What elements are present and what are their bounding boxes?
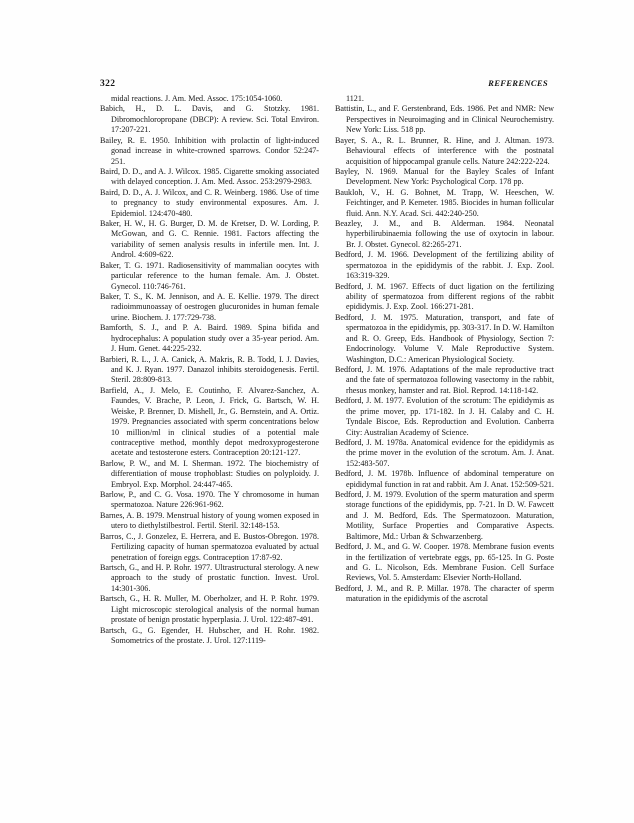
right-column xyxy=(335,94,554,646)
reference-entry: Bayley, N. 1969. Manual for the Bayley Scales of Infant Development. New York: Psychological Corp. 178 pp. xyxy=(335,166,554,187)
reference-entry: Baker, H. W., H. G. Burger, D. M. de Kretser, D. W. Lording, P. McGowan, and G. C. Rennie. 1981. Factors affecting the variability of semen analysis results in infertile men. Int. J. Androl. 4:609-622. xyxy=(100,219,319,260)
left-column xyxy=(100,94,319,646)
reference-columns xyxy=(100,94,554,646)
reference-entry: Baker, T. S., K. M. Jennison, and A. E. Kellie. 1979. The direct radioimmunoassay of oestrogen glucuronides in human female urine. Biochem. J. 177:729-738. xyxy=(100,292,319,322)
reference-entry: Bedford, J. M. 1978a. Anatomical evidence for the epididymis as the prime mover in the evolution of the scrotum. Am. J. Anat. 152:483-507. xyxy=(335,437,554,468)
reference-entry: Bedford, J. M. 1967. Effects of duct ligation on the fertilizing ability of spermatozoa from different regions of the rabbit epididymis. J. Exp. Zool. 166:271-281. xyxy=(335,281,554,312)
reference-entry: Bedford, J. M. 1976. Adaptations of the male reproductive tract and the fate of spermatozoa following vasectomy in the rabbit, rhesus monkey, hamster and rat. Biol. Reprod. 14:118-142. xyxy=(335,364,554,395)
reference-entry: Baird, D. D., and A. J. Wilcox. 1985. Cigarette smoking associated with delayed conception. J. Am. Med. Assoc. 253:2979-2983. xyxy=(100,166,319,187)
reference-entry: Babich, H., D. L. Davis, and G. Stotzky. 1981. Dibromochloropropane (DBCP): A review. Sci. Total Environ. 17:207-221. xyxy=(100,104,319,135)
running-head-title: REFERENCES xyxy=(488,78,548,88)
reference-entry: Bartsch, G., H. R. Muller, M. Oberholzer, and H. P. Rohr. 1979. Light microscopic sterological analysis of the normal human prostate of benign prostatic hyperplasia. J. Urol. 122:487-491. xyxy=(100,594,319,625)
reference-entry: Bartsch, G., and H. P. Rohr. 1977. Ultrastructural sterology. A new approach to the study of prostatic function. Invest. Urol. 14:301-306. xyxy=(100,562,319,593)
reference-entry: Bedford, J. M. 1977. Evolution of the scrotum: The epididymis as the prime mover, pp. 171-182. In J. H. Calaby and C. H. Tyndale Biscoe, Eds. Reproduction and Evolution. Canberra City: Australian Academy of Science. xyxy=(335,396,554,437)
reference-entry: Bedford, J. M. 1979. Evolution of the sperm maturation and sperm storage functions of the epididymis, pp. 7-21. In D. W. Fawcett and J. M. Bedford, Eds. The Spermatozoon. Maturation, Motility, Surface Properties and Comparative Aspects. Baltimore, Md.: Urban & Schwarzenberg. xyxy=(335,490,554,541)
reference-entry: Bailey, R. E. 1950. Inhibition with prolactin of light-induced gonad increase in white-crowned sparrows. Condor 52:247-251. xyxy=(100,135,319,166)
reference-entry: Baukloh, V., H. G. Bohnet, M. Trapp, W. Heeschen, W. Feichtinger, and P. Kemeter. 1985. Biocides in human follicular fluid. Ann. N.Y. Acad. Sci. 442:240-250. xyxy=(335,187,554,218)
reference-entry: Bamforth, S. J., and P. A. Baird. 1989. Spina bifida and hydrocephalus: A population study over a 35-year period. Am. J. Hum. Genet. 44:225-232. xyxy=(100,323,319,354)
reference-entry: Bedford, J. M., and R. P. Millar. 1978. The character of sperm maturation in the epididymis of the ascrotal xyxy=(335,583,554,604)
reference-entry-continuation: 1121. xyxy=(346,94,364,103)
reference-entry: Baker, T. G. 1971. Radiosensitivity of mammalian oocytes with particular reference to the human female. Am. J. Obstet. Gynecol. 110:746-761. xyxy=(100,260,319,291)
reference-entry: Barlow, P. W., and M. I. Sherman. 1972. The biochemistry of differentiation of mouse trophoblast: Studies on polyploidy. J. Embryol. Exp. Morphol. 24:447-465. xyxy=(100,458,319,489)
reference-entry: Bedford, J. M., and G. W. Cooper. 1978. Membrane fusion events in the fertilization of vertebrate eggs, pp. 65-125. In G. Poste and G. L. Nicolson, Eds. Membrane Fusion. Cell Surface Reviews, Vol. 5. Amsterdam: Elsevier North-Holland. xyxy=(335,542,554,583)
reference-entry: Barros, C., J. Gonzelez, E. Herrera, and E. Bustos-Obregon. 1978. Fertilizing capacity of human spermatozoa evaluated by actual penetration of foreign eggs. Contraception 17:87-92. xyxy=(100,531,319,562)
reference-entry: Bedford, J. M. 1978b. Influence of abdominal temperature on epididymal function in rat and rabbit. Am J. Anat. 152:509-521. xyxy=(335,469,554,489)
reference-entry: Battistin, L., and F. Gerstenbrand, Eds. 1986. Pet and NMR: New Perspectives in Neuroimaging and in Clinical Neurochemistry. New York: Liss. 518 pp. xyxy=(335,104,554,135)
running-header xyxy=(100,78,548,89)
reference-entry: Barnes, A. B. 1979. Menstrual history of young women exposed in utero to diethylstilbestrol. Fertil. Steril. 32:148-153. xyxy=(100,510,319,531)
reference-entry-continuation: midal reactions. J. Am. Med. Assoc. 175:1054-1060. xyxy=(111,94,283,103)
reference-entry: Barfield, A., J. Melo, E. Coutinho, F. Alvarez-Sanchez, A. Faundes, V. Brache, P. Leon, J. Frick, G. Bartsch, W. H. Weiske, P. Brenner, D. Mishell, Jr., G. Bernstein, and A. Ortiz. 1979. Pregnancies associated with sperm concentrations below 10 million/ml in clinical studies of a potential male contraceptive method, monthly depot medroxyprogesterone acetate and testosterone esters. Contraception 20:121-127. xyxy=(100,385,319,458)
reference-entry: Bayer, S. A., R. L. Brunner, R. Hine, and J. Altman. 1973. Behavioural effects of interference with the postnatal acquisition of hippocampal granule cells. Nature 242:222-224. xyxy=(335,135,554,166)
reference-entry: Bartsch, G., G. Egender, H. Hubscher, and H. Rohr. 1982. Somometrics of the prostate. J. Urol. 127:1119- xyxy=(100,625,319,645)
reference-entry: Bedford, J. M. 1975. Maturation, transport, and fate of spermatozoa in the epididymis, pp. 303-317. In D. W. Hamilton and R. O. Greep, Eds. Handbook of Physiology, Section 7: Endocrinology. Volume V. Male Reproductive System. Washington, D.C.: American Physiological Society. xyxy=(335,312,554,364)
reference-entry: Barlow, P., and C. G. Vosa. 1970. The Y chromosome in human spermatozoa. Nature 226:961-962. xyxy=(100,490,319,510)
reference-entry: Beazley, J. M., and B. Alderman. 1984. Neonatal hyperbilirubinaemia following the use of oxytocin in labour. Br. J. Obstet. Gynecol. 82:265-271. xyxy=(335,219,554,249)
reference-entry: Baird, D. D., A. J. Wilcox, and C. R. Weinberg. 1986. Use of time to pregnancy to study environmental exposures. Am. J. Epidemiol. 124:470-480. xyxy=(100,187,319,218)
page-number: 322 xyxy=(100,79,116,89)
reference-entry: Barbieri, R. L., J. A. Canick, A. Makris, R. B. Todd, I. J. Davies, and K. J. Ryan. 1977. Danazol inhibits steroidogenesis. Fertil. Steril. 28:809-813. xyxy=(100,354,319,385)
reference-entry: Bedford, J. M. 1966. Development of the fertilizing ability of spermatozoa in the epididymis of the rabbit. J. Exp. Zool. 163:319-329. xyxy=(335,250,554,281)
